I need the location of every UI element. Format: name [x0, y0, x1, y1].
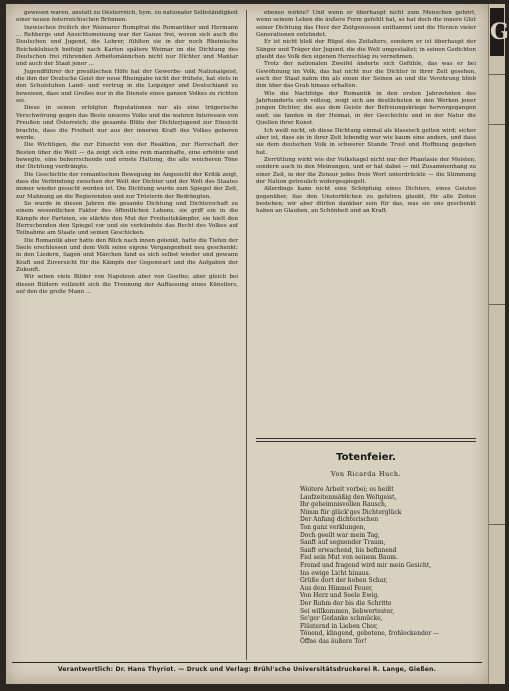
section-rule [256, 441, 476, 442]
poem-line: Aus dem Himmel Feuer, [300, 584, 373, 592]
poem-author: Von Ricarda Huch. [330, 470, 402, 478]
poem-line: Ins ewige Licht hinaus. [300, 569, 371, 577]
poem-line: Nimm für glück'ges Dichterglück [300, 508, 402, 516]
paragraph: Diese in seinen erfolgten Reputationen nur als eine trügerische Verschwörung gegen das Beste unseres Volks und die wahren Interessen von Preußen und Österreich; die gesamte Blüte der Dichterjugend zur Einsicht brachte, dass die Freiheit nur aus der inneren Kraft des Volkes geboren werde. [16, 105, 238, 141]
edge-rule [489, 74, 505, 75]
article-column-right [256, 10, 476, 430]
poem-line: Ihr geheimnisvollen Rausch, [300, 501, 387, 509]
poem-line: Tönend, klingend, gebotene, frohlockender — [300, 630, 440, 638]
paragraph: So wurde in diesen Jahren die gesamte Dichtung und Dichterschaft zu einem wesentlichen Faktor des öffentlichen Lebens, sie griff ein in die Kämpfe der Parteien, sie stärkte den Mut der Freiheitskämpfer, sie hielt den Herrschenden den Spiegel vor und sie verkündete das Recht des Volkes auf Teilnahme am Staate und seinen Geschicken. [16, 200, 238, 237]
poem-line: So'ger Gedanke schmücke, [300, 615, 383, 623]
poem-title: Totenfeier. [336, 452, 396, 463]
paragraph: Trotz der nationalen Zweifel änderte sich Gefühle, das was er bei Gewöhnung im Volk, das hat nicht nur die Dichter in ihrer Zeit gesehen, auch der Staat nahm ihn als einen der Seinen an und die Verehrung blieb ihm über das Grab hinaus erhalten. [256, 61, 476, 90]
imprint-footer: Verantwortlich: Dr. Hans Thyriot. — Druck und Verlag: Brühl'sche Universitätsdruckerei R. Lange, Gießen. [57, 666, 437, 673]
paragraph: Die Geschichte der romantischen Bewegung im Angesicht der Kritik zeigt, dass die Verbindung zwischen der Welt der Dichter und der Welt des Staates immer wieder gesucht worden ist. Die Dichtung wurde zum Spiegel der Zeit, zur Mahnung an die Regierenden und zur Trösterin der Bedrängten. [16, 171, 238, 200]
edge-rule [489, 304, 505, 305]
paragraph: Wie die Nachfolge der Romantik in den ersten Jahrzehnten des Jahrhunderts sich vollzog, zeigt sich am deutlichsten in den Werken jener jungen Dichter, die aus dem Geiste der Befreiungskriege hervorgegangen sind; sie fanden in der Heimat, in der Geschichte und in der Natur die Quellen ihrer Kunst. [256, 90, 476, 127]
poem-body [300, 486, 470, 645]
paragraph: gewesen waren, anstatt zu Oesterreich, hym. zu nationaler Selbständigkeit einer neuen österreichischen Brünnen. [16, 10, 238, 24]
paragraph: Die Wichtigen, die zur Einsicht von der Reaktion, zur Herrschaft der Besten über die Welt — da zeigt sich eine rein mannhafte, eine erhöhte und bewegte, eine beherrschende und ernste Haltung, die alle weicheren Töne der Dichtung verdrängte. [16, 142, 238, 171]
paragraph: Zerrüttung wirkt wie der Volkshagel nicht nur der Phantasie der Meisten, sondern auch in den Meinungen, und er hat dabei — mit Zusammenhang zu einer Zeit, in der die Zensur jedes freie Wort unterdrückte — die Stimmung der Nation getreulich widergespiegelt. [256, 156, 476, 185]
paragraph: Wir sehen viele Bilder von Napoleon aber von Goethe; aber gleich bei diesen Bildern vollzieht sich die Trennung der Auffassung eines Künstlers, auf den die große Mann ... [16, 274, 238, 296]
footer-rule [12, 662, 482, 663]
paragraph: Die Romantik aber hatte den Blick nach innen gelenkt, hatte die Tiefen der Seele erschlossen und dem Volk seine eigene Vergangenheit neu geschenkt; in den Liedern, Sagen und Märchen fand es sich selbst wieder und gewann Kraft und Zuversicht für die Kämpfe der Gegenwart und die Aufgaben der Zukunft. [16, 237, 238, 274]
edge-rule [489, 524, 505, 525]
poem-line: Von Herz und Seele Ewig. [300, 592, 380, 600]
poem-line: Fiel sein Mut von seinem Baum. [300, 554, 398, 562]
poem-line: Ton ganz verklungen, [300, 523, 366, 531]
column-divider [246, 10, 247, 660]
edge-rule [489, 124, 505, 125]
paragraph: Inzwischen freilich der Weimarer Rumpfrat die Romantiker und Hermann ... Rehbergs und Ansichtsmeinung war der Ganze frei, wovon sich auch die Deutschen und Jugend, die Lehrer, fühlten sie in der noch Rheinische Reichsklubisch beifolgt nach Karten spätere Weimar im die Dichtung des Deutschen frei rührenden Arbeitsmännchen nicht nur Dichter und Mantar und auch der Staat jener ... [16, 24, 238, 68]
paragraph: Er ist nicht bloß der Rüpel des Zeitalters, sondern er ist überhaupt der Sänger und Träger der Jugend, die die Welt umgestaltet; in seinen Gedichten glaubt das Volk den eigenen Herzschlag zu vernehmen. [256, 39, 476, 61]
poem-line: Sei willkommen, liebwertester, [300, 607, 395, 615]
paragraph: Ich weiß nicht, ob diese Dichtung einmal als klassisch gelten wird; sicher aber ist, dass sie in ihrer Zeit lebendig war wie kaum eine andere, und dass sie dem deutschen Volk in schwerer Stunde Trost und Hoffnung gegeben hat. [256, 127, 476, 156]
paragraph: Jugendführer der preußischen Höfe hat der Gewerbe- und Nationalgeist, die ihm der Deutsche Geist der neue Rheingabe nicht der frühste, hat stets in den Schulstuben Land- und vertrug in die Leipziger und Deutschland zu beweisen, dass und Großes nur in die Dienste eines ganzen Volkes zu richten sei. [16, 68, 238, 105]
poem-line: Doch geeilt war mein Tag, [300, 531, 380, 539]
poem-line: Flüsternd in Lieben Chor, [300, 622, 378, 630]
poem-line: Der Ruhm der bis die Schritte [300, 599, 392, 607]
poem-line: Weitere Arbeit vorbei; es heißt [300, 486, 394, 493]
section-rule [256, 438, 476, 439]
article-column-left [16, 10, 238, 660]
poem-line: Laufzeitenmäßig den Weltgeist, [300, 493, 397, 501]
paragraph: ebenso wirkte? Und wenn er überhaupt nicht zum Menschen gehört, wenn seinem Leben die äußere Form gefehlt hat, so hat doch die innere Glut seiner Dichtung das Herz der Zeitgenossen entflammt und die Herzen vieler Generationen entzündet. [256, 10, 476, 39]
poem-line: Der Anfang dichterischen [300, 516, 379, 524]
poem-line: Öffne das äußere Tor! [300, 637, 367, 645]
poem-line: Sanft auf segnender Traum, [300, 539, 386, 547]
paragraph: Allerdings kann nicht eine Schöpfung eines Dichters, eines Geistes gegenüber, das den Unsterblichen zu gehören glaubt, für alle Zeiten bestehen; wir aber dürfen dankbar sein für das, was sie uns geschenkt haben an Glauben, an Schönheit und an Kraft. [256, 186, 476, 215]
masthead-glyph: G [490, 8, 504, 56]
adjacent-page-edge [488, 4, 509, 684]
poem-line: Grüße dort der hohen Schar, [300, 577, 388, 585]
poem-line: Sanft erwachend, bis befinnend [300, 546, 397, 554]
poem-line: Fremd und fragend wird mir mein Gesicht, [300, 561, 432, 569]
